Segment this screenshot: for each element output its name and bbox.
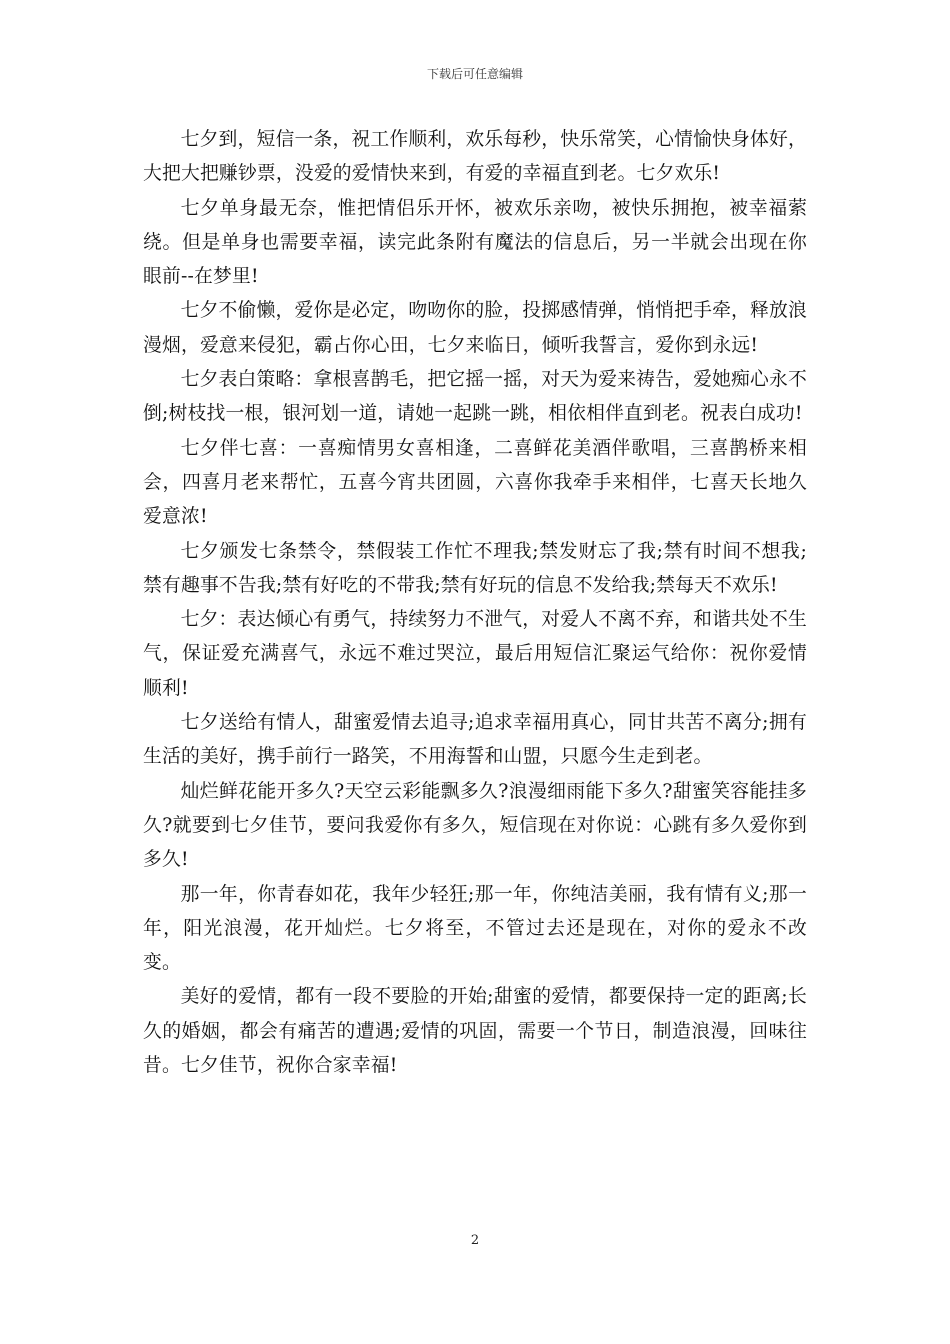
- paragraph: 七夕颁发七条禁令，禁假装工作忙不理我;禁发财忘了我;禁有时间不想我;禁有趣事不告我;禁有好吃的不带我;禁有好玩的信息不发给我;禁每天不欢乐!: [143, 540, 807, 596]
- document-body: [143, 123, 807, 1083]
- paragraph: 美好的爱情，都有一段不要脸的开始;甜蜜的爱情，都要保持一定的距离;长久的婚姻，都会有痛苦的遭遇;爱情的巩固，需要一个节日，制造浪漫，回味往昔。七夕佳节，祝你合家幸福!: [143, 986, 807, 1077]
- page-number: 2: [470, 1233, 480, 1248]
- paragraph: 七夕：表达倾心有勇气，持续努力不泄气，对爱人不离不弃，和谐共处不生气，保证爱充满喜气，永远不难过哭泣，最后用短信汇聚运气给你：祝你爱情顺利!: [143, 609, 807, 699]
- paragraph: 七夕单身最无奈，惟把情侣乐开怀，被欢乐亲吻，被快乐拥抱，被幸福萦绕。但是单身也需要幸福，读完此条附有魔法的信息后，另一半就会出现在你眼前--在梦里!: [143, 197, 807, 288]
- paragraph: 七夕伴七喜：一喜痴情男女喜相逢，二喜鲜花美酒伴歌唱，三喜鹊桥来相会，四喜月老来帮忙，五喜今宵共团圆，六喜你我牵手来相伴，七喜天长地久爱意浓!: [143, 437, 807, 528]
- paragraph: 七夕表白策略：拿根喜鹊毛，把它摇一摇，对天为爱来祷告，爱她痴心永不倒;树枝找一根，银河划一道，请她一起跳一跳，相依相伴直到老。祝表白成功!: [143, 369, 807, 425]
- paragraph: 灿烂鲜花能开多久?天空云彩能飘多久?浪漫细雨能下多久?甜蜜笑容能挂多久?就要到七夕佳节，要问我爱你有多久，短信现在对你说：心跳有多久爱你到多久!: [143, 780, 807, 871]
- page-header: 下载后可任意编辑: [426, 67, 523, 81]
- paragraph: 七夕到，短信一条，祝工作顺利，欢乐每秒，快乐常笑，心情愉快身体好，大把大把赚钞票，没爱的爱情快来到，有爱的幸福直到老。七夕欢乐!: [143, 129, 807, 185]
- paragraph: 七夕送给有情人，甜蜜爱情去追寻;追求幸福用真心，同甘共苦不离分;拥有生活的美好，携手前行一路笑，不用海誓和山盟，只愿今生走到老。: [143, 712, 807, 768]
- paragraph: 那一年，你青春如花，我年少轻狂;那一年，你纯洁美丽，我有情有义;那一年，阳光浪漫，花开灿烂。七夕将至，不管过去还是现在，对你的爱永不改变。: [143, 883, 807, 974]
- paragraph: 七夕不偷懒，爱你是必定，吻吻你的脸，投掷感情弹，悄悄把手牵，释放浪漫烟，爱意来侵犯，霸占你心田，七夕来临日，倾听我誓言，爱你到永远!: [143, 300, 807, 356]
